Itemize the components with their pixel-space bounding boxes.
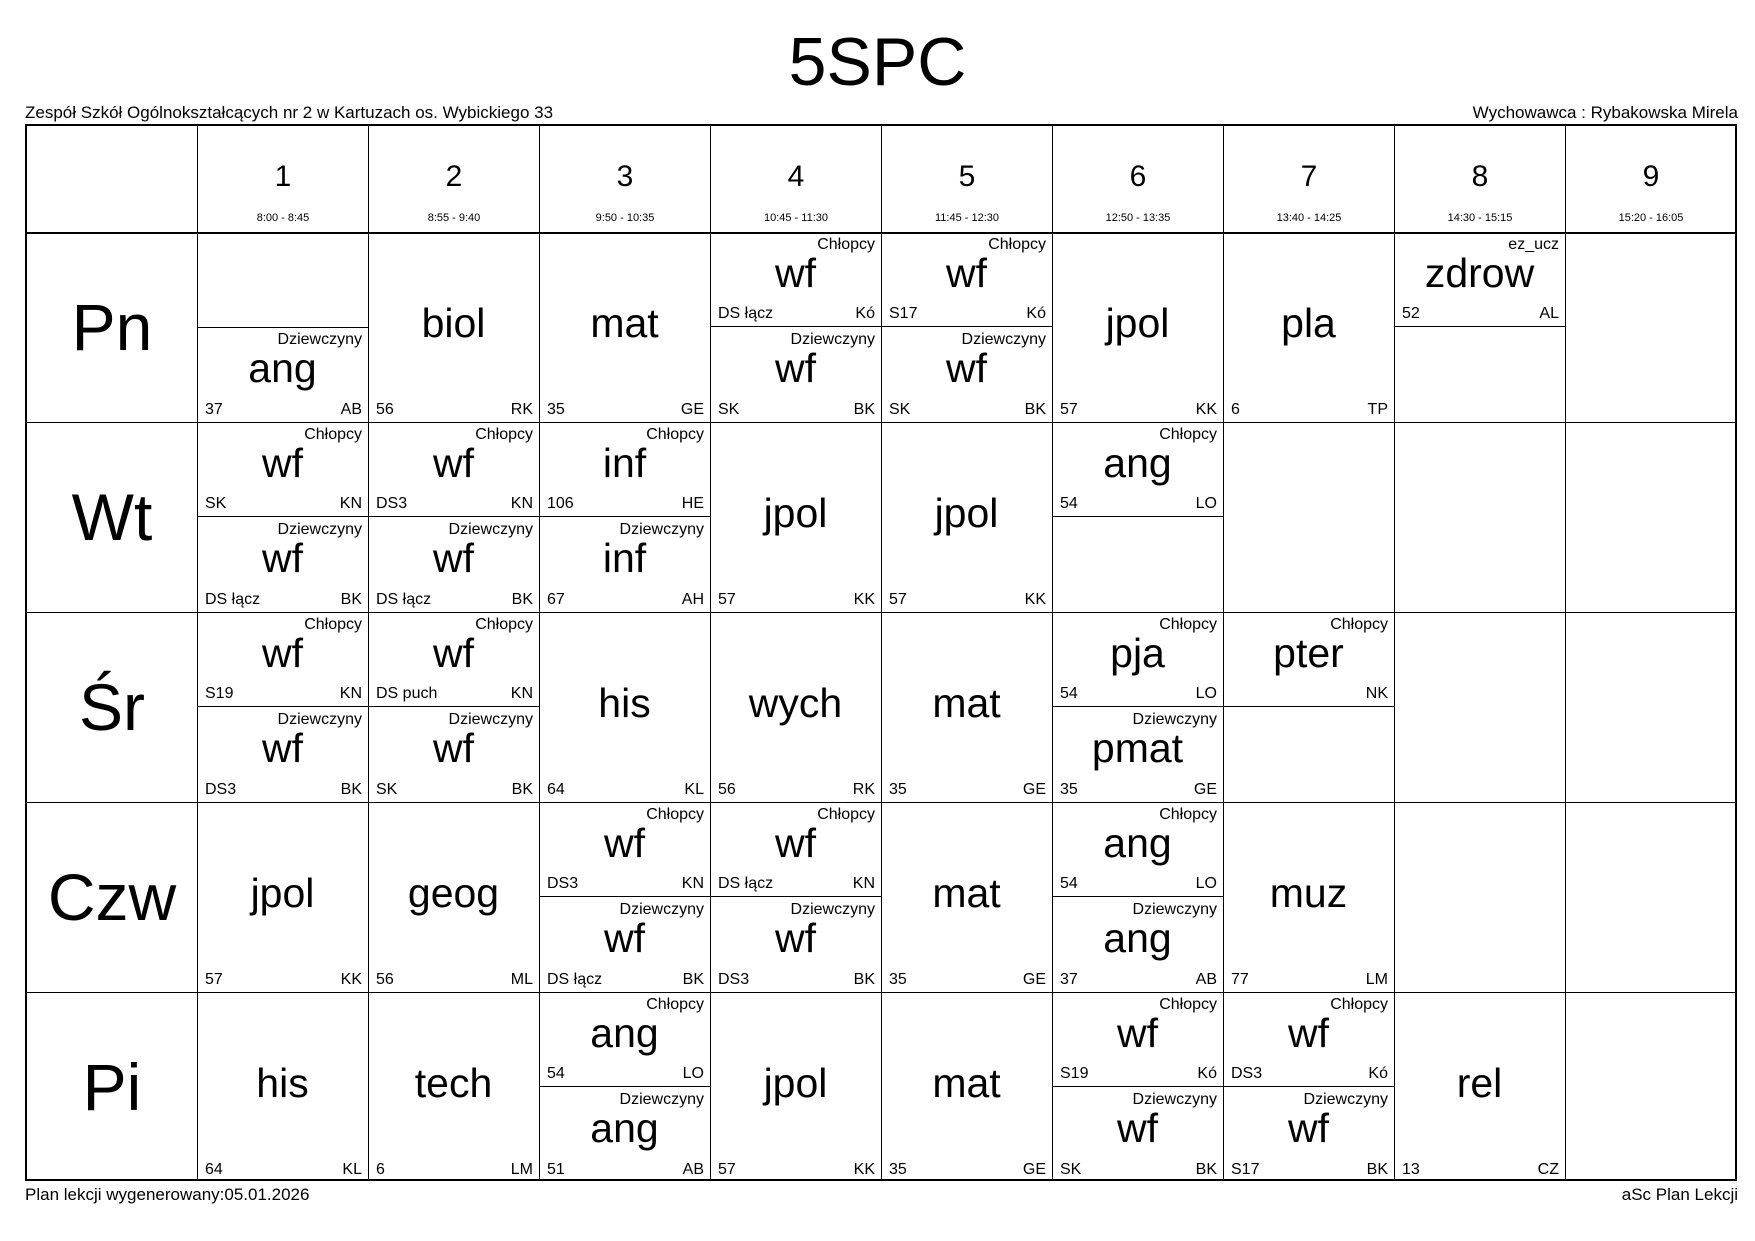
- lesson-room: DS łącz: [718, 305, 774, 322]
- day-label-Wt: Wt: [71, 480, 153, 554]
- period-number: 1: [274, 160, 292, 193]
- lesson-teacher: KL: [342, 1161, 362, 1178]
- period-number: 9: [1642, 160, 1660, 193]
- period-time: 8:00 - 8:45: [256, 212, 310, 224]
- lesson-cell[interactable]: [710, 992, 881, 1182]
- lesson-subject: wf: [775, 915, 816, 961]
- period-number: 5: [958, 160, 976, 193]
- lesson-teacher: BK: [1366, 1161, 1388, 1178]
- lesson-cell[interactable]: [539, 897, 710, 992]
- lesson-room: 56: [376, 971, 394, 988]
- period-time: 10:45 - 11:30: [763, 212, 828, 224]
- lesson-cell[interactable]: [1052, 897, 1223, 992]
- lesson-subject: wf: [262, 725, 303, 771]
- lesson-subject: tech: [414, 1060, 493, 1106]
- period-time: 13:40 - 14:25: [1276, 212, 1342, 224]
- lesson-subject: wych: [748, 680, 843, 726]
- period-time: 9:50 - 10:35: [595, 212, 655, 224]
- lesson-group: Chłopcy: [646, 806, 704, 823]
- lesson-group: Chłopcy: [1159, 616, 1217, 633]
- lesson-teacher: GE: [1022, 781, 1046, 798]
- lesson-cell[interactable]: [881, 612, 1052, 802]
- lesson-cell[interactable]: [1223, 232, 1394, 422]
- lesson-room: 54: [1060, 685, 1078, 702]
- lesson-cell[interactable]: [197, 707, 368, 802]
- lesson-room: SK: [718, 401, 740, 418]
- lesson-group: Dziewczyny: [448, 521, 533, 538]
- lesson-teacher: KK: [853, 1161, 875, 1178]
- lesson-room: 57: [889, 591, 907, 608]
- lesson-cell[interactable]: [539, 992, 710, 1087]
- lesson-teacher: TP: [1367, 401, 1388, 418]
- lesson-cell[interactable]: [1223, 612, 1394, 707]
- lesson-cell[interactable]: [539, 232, 710, 422]
- lesson-room: 35: [1060, 781, 1078, 798]
- lesson-room: 35: [547, 401, 565, 418]
- lesson-subject: rel: [1456, 1060, 1503, 1106]
- lesson-group: Dziewczyny: [619, 901, 704, 918]
- lesson-teacher: GE: [1022, 1161, 1046, 1178]
- lesson-subject: wf: [604, 915, 645, 961]
- lesson-group: Dziewczyny: [1303, 1091, 1388, 1108]
- lesson-room: 57: [205, 971, 223, 988]
- lesson-subject: jpol: [763, 1060, 828, 1106]
- class-teacher: Wychowawca : Rybakowska Mirela: [1472, 103, 1738, 122]
- lesson-cell[interactable]: [1394, 992, 1565, 1182]
- lesson-room: DS3: [376, 495, 408, 512]
- lesson-subject: wf: [262, 535, 303, 581]
- lesson-cell[interactable]: [710, 802, 881, 897]
- lesson-cell[interactable]: [368, 517, 539, 612]
- lesson-subject: mat: [590, 300, 659, 346]
- period-number: 8: [1471, 160, 1489, 193]
- lesson-room: 35: [889, 1161, 907, 1178]
- period-number: 2: [445, 160, 463, 193]
- lesson-teacher: KN: [510, 685, 533, 702]
- day-label-Pi: Pi: [82, 1050, 142, 1124]
- lesson-subject: ang: [590, 1105, 659, 1151]
- lesson-group: Chłopcy: [817, 806, 875, 823]
- lesson-group: Dziewczyny: [277, 331, 362, 348]
- lesson-teacher: BK: [1024, 401, 1046, 418]
- lesson-room: DS łącz: [376, 591, 432, 608]
- lesson-group: Chłopcy: [475, 616, 533, 633]
- lesson-teacher: BK: [682, 971, 704, 988]
- lesson-room: SK: [205, 495, 227, 512]
- lesson-teacher: LM: [510, 1161, 533, 1178]
- period-number: 4: [787, 160, 805, 193]
- lesson-group: Chłopcy: [1159, 806, 1217, 823]
- lesson-subject: wf: [775, 250, 816, 296]
- lesson-subject: ang: [1103, 820, 1172, 866]
- lesson-room: 37: [1060, 971, 1078, 988]
- lesson-subject: pja: [1110, 630, 1165, 676]
- lesson-room: 13: [1402, 1161, 1420, 1178]
- lesson-subject: mat: [932, 1060, 1001, 1106]
- lesson-teacher: KN: [339, 685, 362, 702]
- lesson-group: Chłopcy: [646, 996, 704, 1013]
- lesson-room: 54: [1060, 875, 1078, 892]
- lesson-teacher: BK: [1195, 1161, 1217, 1178]
- lesson-room: SK: [889, 401, 911, 418]
- lesson-teacher: AB: [1195, 971, 1217, 988]
- lesson-teacher: KL: [684, 781, 704, 798]
- lesson-room: 54: [547, 1065, 565, 1082]
- lesson-cell[interactable]: [1052, 1087, 1223, 1182]
- lesson-group: Dziewczyny: [1132, 901, 1217, 918]
- lesson-subject: jpol: [763, 490, 828, 536]
- lesson-group: Dziewczyny: [619, 1091, 704, 1108]
- lesson-group: Dziewczyny: [790, 901, 875, 918]
- lesson-room: 56: [718, 781, 736, 798]
- period-header-9: [1565, 126, 1736, 232]
- lesson-subject: wf: [433, 440, 474, 486]
- lesson-cell[interactable]: [1223, 802, 1394, 992]
- lesson-group: Dziewczyny: [448, 711, 533, 728]
- lesson-subject: inf: [602, 440, 647, 486]
- lesson-group: Chłopcy: [1159, 996, 1217, 1013]
- lesson-room: 51: [547, 1161, 565, 1178]
- lesson-subject: muz: [1269, 870, 1348, 916]
- lesson-subject: wf: [1117, 1010, 1158, 1056]
- lesson-group: Chłopcy: [304, 616, 362, 633]
- lesson-cell[interactable]: [539, 422, 710, 517]
- lesson-cell[interactable]: [368, 232, 539, 422]
- lesson-cell[interactable]: [539, 612, 710, 802]
- lesson-teacher: KK: [1024, 591, 1046, 608]
- period-number: 7: [1300, 160, 1318, 193]
- lesson-subject: wf: [946, 345, 987, 391]
- period-header-4: [710, 126, 881, 232]
- lesson-group: Chłopcy: [988, 236, 1046, 253]
- lesson-teacher: RK: [852, 781, 875, 798]
- lesson-group: Chłopcy: [646, 426, 704, 443]
- lesson-teacher: Kó: [1197, 1065, 1217, 1082]
- timetable-title: 5SPC: [788, 24, 967, 100]
- lesson-teacher: KK: [853, 591, 875, 608]
- lesson-teacher: CZ: [1537, 1161, 1559, 1178]
- day-label-Czw: Czw: [47, 860, 177, 934]
- lesson-group: ez_ucz: [1508, 236, 1559, 253]
- lesson-group: Chłopcy: [817, 236, 875, 253]
- period-time: 15:20 - 16:05: [1618, 212, 1684, 224]
- lesson-cell[interactable]: [710, 422, 881, 612]
- lesson-teacher: KN: [339, 495, 362, 512]
- lesson-teacher: Kó: [1026, 305, 1046, 322]
- lesson-group: Dziewczyny: [619, 521, 704, 538]
- lesson-cell[interactable]: [881, 232, 1052, 327]
- lesson-room: S17: [889, 305, 918, 322]
- lesson-subject: jpol: [934, 490, 999, 536]
- lesson-cell[interactable]: [368, 707, 539, 802]
- period-header-7: [1223, 126, 1394, 232]
- lesson-cell[interactable]: [539, 517, 710, 612]
- period-time: 14:30 - 15:15: [1447, 212, 1513, 224]
- period-header-1: [197, 126, 368, 232]
- day-label-Pn: Pn: [71, 290, 153, 364]
- lesson-cell[interactable]: [368, 802, 539, 992]
- lesson-teacher: AB: [340, 401, 362, 418]
- lesson-teacher: Kó: [855, 305, 875, 322]
- lesson-group: Dziewczyny: [277, 521, 362, 538]
- lesson-cell[interactable]: [1052, 802, 1223, 897]
- column-divider: [1565, 126, 1566, 1179]
- lesson-subject: wf: [1117, 1105, 1158, 1151]
- lesson-room: DS łącz: [547, 971, 603, 988]
- lesson-subject: pla: [1281, 300, 1336, 346]
- lesson-teacher: BK: [511, 781, 533, 798]
- lesson-subject: ang: [248, 345, 317, 391]
- lesson-cell[interactable]: [1223, 1087, 1394, 1182]
- lesson-group: Dziewczyny: [277, 711, 362, 728]
- lesson-teacher: LO: [1195, 685, 1217, 702]
- lesson-group: Dziewczyny: [1132, 711, 1217, 728]
- lesson-room: S19: [1060, 1065, 1089, 1082]
- lesson-teacher: BK: [853, 971, 875, 988]
- lesson-subject: his: [598, 680, 651, 726]
- lesson-teacher: KN: [681, 875, 704, 892]
- lesson-subject: wf: [433, 725, 474, 771]
- lesson-room: 57: [1060, 401, 1078, 418]
- lesson-subject: jpol: [1105, 300, 1170, 346]
- lesson-teacher: AL: [1539, 305, 1559, 322]
- lesson-subject: wf: [775, 820, 816, 866]
- lesson-cell[interactable]: [1052, 992, 1223, 1087]
- lesson-subject: pmat: [1091, 725, 1184, 771]
- lesson-teacher: GE: [680, 401, 704, 418]
- lesson-room: 64: [205, 1161, 223, 1178]
- lesson-teacher: KK: [340, 971, 362, 988]
- lesson-subject: geog: [407, 870, 500, 916]
- lesson-teacher: LO: [1195, 875, 1217, 892]
- lesson-cell[interactable]: [197, 327, 368, 422]
- period-time: 8:55 - 9:40: [427, 212, 481, 224]
- lesson-subject: jpol: [250, 870, 315, 916]
- school-name: Zespół Szkół Ogólnokształcących nr 2 w Kartuzach os. Wybickiego 33: [25, 103, 554, 122]
- lesson-subject: wf: [775, 345, 816, 391]
- lesson-subject: mat: [932, 870, 1001, 916]
- lesson-teacher: AH: [681, 591, 704, 608]
- lesson-teacher: BK: [340, 591, 362, 608]
- lesson-cell[interactable]: [368, 992, 539, 1182]
- lesson-room: DS3: [547, 875, 579, 892]
- period-header-6: [1052, 126, 1223, 232]
- lesson-teacher: Kó: [1368, 1065, 1388, 1082]
- lesson-subject: ang: [1103, 915, 1172, 961]
- period-header-8: [1394, 126, 1565, 232]
- lesson-cell[interactable]: [1052, 232, 1223, 422]
- lesson-cell[interactable]: [1052, 612, 1223, 707]
- lesson-cell[interactable]: [881, 422, 1052, 612]
- lesson-subject: wf: [1288, 1105, 1329, 1151]
- lesson-cell[interactable]: [1223, 992, 1394, 1087]
- lesson-cell[interactable]: [881, 327, 1052, 422]
- lesson-teacher: BK: [853, 401, 875, 418]
- lesson-group: Dziewczyny: [1132, 1091, 1217, 1108]
- period-header-3: [539, 126, 710, 232]
- lesson-teacher: KN: [852, 875, 875, 892]
- lesson-teacher: BK: [511, 591, 533, 608]
- lesson-subject: wf: [1288, 1010, 1329, 1056]
- lesson-room: SK: [376, 781, 398, 798]
- lesson-cell[interactable]: [881, 802, 1052, 992]
- lesson-room: 37: [205, 401, 223, 418]
- lesson-teacher: NK: [1365, 685, 1388, 702]
- lesson-room: DS łącz: [718, 875, 774, 892]
- lesson-room: 57: [718, 591, 736, 608]
- lesson-cell[interactable]: [881, 992, 1052, 1182]
- lesson-cell[interactable]: [197, 517, 368, 612]
- lesson-subject: wf: [262, 440, 303, 486]
- lesson-cell[interactable]: [539, 802, 710, 897]
- lesson-room: 67: [547, 591, 565, 608]
- lesson-room: 52: [1402, 305, 1420, 322]
- lesson-room: DS3: [1231, 1065, 1263, 1082]
- lesson-teacher: BK: [340, 781, 362, 798]
- period-header-2: [368, 126, 539, 232]
- generated-date: Plan lekcji wygenerowany:05.01.2026: [25, 1185, 310, 1204]
- lesson-room: 64: [547, 781, 565, 798]
- lesson-room: DS3: [205, 781, 237, 798]
- lesson-teacher: RK: [510, 401, 533, 418]
- timetable-grid: [25, 124, 1737, 1181]
- lesson-subject: his: [256, 1060, 309, 1106]
- lesson-cell[interactable]: [368, 422, 539, 517]
- lesson-group: Chłopcy: [1159, 426, 1217, 443]
- lesson-teacher: AB: [682, 1161, 704, 1178]
- lesson-room: 77: [1231, 971, 1249, 988]
- lesson-cell[interactable]: [197, 612, 368, 707]
- lesson-teacher: LM: [1365, 971, 1388, 988]
- lesson-room: 54: [1060, 495, 1078, 512]
- lesson-subject: biol: [421, 300, 486, 346]
- lesson-group: Chłopcy: [475, 426, 533, 443]
- lesson-cell[interactable]: [197, 992, 368, 1182]
- lesson-subject: wf: [946, 250, 987, 296]
- period-header-5: [881, 126, 1052, 232]
- lesson-teacher: GE: [1193, 781, 1217, 798]
- lesson-cell[interactable]: [1052, 422, 1223, 517]
- lesson-subject: wf: [433, 630, 474, 676]
- half-divider: [197, 327, 368, 328]
- lesson-room: 6: [376, 1161, 385, 1178]
- lesson-subject: wf: [262, 630, 303, 676]
- period-number: 3: [616, 160, 634, 193]
- lesson-cell[interactable]: [1394, 232, 1565, 327]
- lesson-group: Dziewczyny: [790, 331, 875, 348]
- lesson-room: 6: [1231, 401, 1240, 418]
- lesson-subject: wf: [604, 820, 645, 866]
- lesson-subject: pter: [1273, 630, 1344, 676]
- lesson-room: DS łącz: [205, 591, 261, 608]
- lesson-cell[interactable]: [710, 897, 881, 992]
- lesson-cell[interactable]: [368, 612, 539, 707]
- lesson-cell[interactable]: [710, 612, 881, 802]
- lesson-room: 56: [376, 401, 394, 418]
- lesson-cell[interactable]: [197, 802, 368, 992]
- lesson-room: DS3: [718, 971, 750, 988]
- lesson-group: Chłopcy: [1330, 996, 1388, 1013]
- lesson-cell[interactable]: [539, 1087, 710, 1182]
- lesson-teacher: HE: [681, 495, 704, 512]
- lesson-room: S19: [205, 685, 234, 702]
- lesson-teacher: KN: [510, 495, 533, 512]
- lesson-teacher: KK: [1195, 401, 1217, 418]
- lesson-cell[interactable]: [710, 327, 881, 422]
- lesson-room: 35: [889, 971, 907, 988]
- lesson-teacher: LO: [682, 1065, 704, 1082]
- lesson-subject: ang: [590, 1010, 659, 1056]
- software-name: aSc Plan Lekcji: [1621, 1185, 1738, 1204]
- lesson-room: 57: [718, 1161, 736, 1178]
- lesson-room: 35: [889, 781, 907, 798]
- lesson-subject: ang: [1103, 440, 1172, 486]
- lesson-subject: wf: [433, 535, 474, 581]
- lesson-cell[interactable]: [710, 232, 881, 327]
- lesson-room: DS puch: [376, 685, 438, 702]
- lesson-teacher: ML: [510, 971, 533, 988]
- day-label-Śr: Śr: [79, 670, 145, 744]
- lesson-subject: mat: [932, 680, 1001, 726]
- lesson-group: Chłopcy: [1330, 616, 1388, 633]
- lesson-teacher: LO: [1195, 495, 1217, 512]
- lesson-cell[interactable]: [1052, 707, 1223, 802]
- lesson-room: 106: [547, 495, 574, 512]
- lesson-room: S17: [1231, 1161, 1260, 1178]
- period-time: 12:50 - 13:35: [1105, 212, 1171, 224]
- period-time: 11:45 - 12:30: [934, 212, 999, 224]
- lesson-group: Chłopcy: [304, 426, 362, 443]
- lesson-room: SK: [1060, 1161, 1082, 1178]
- lesson-teacher: GE: [1022, 971, 1046, 988]
- lesson-group: Dziewczyny: [961, 331, 1046, 348]
- period-number: 6: [1129, 160, 1147, 193]
- lesson-subject: inf: [602, 535, 647, 581]
- lesson-cell[interactable]: [197, 422, 368, 517]
- lesson-subject: zdrow: [1424, 250, 1535, 296]
